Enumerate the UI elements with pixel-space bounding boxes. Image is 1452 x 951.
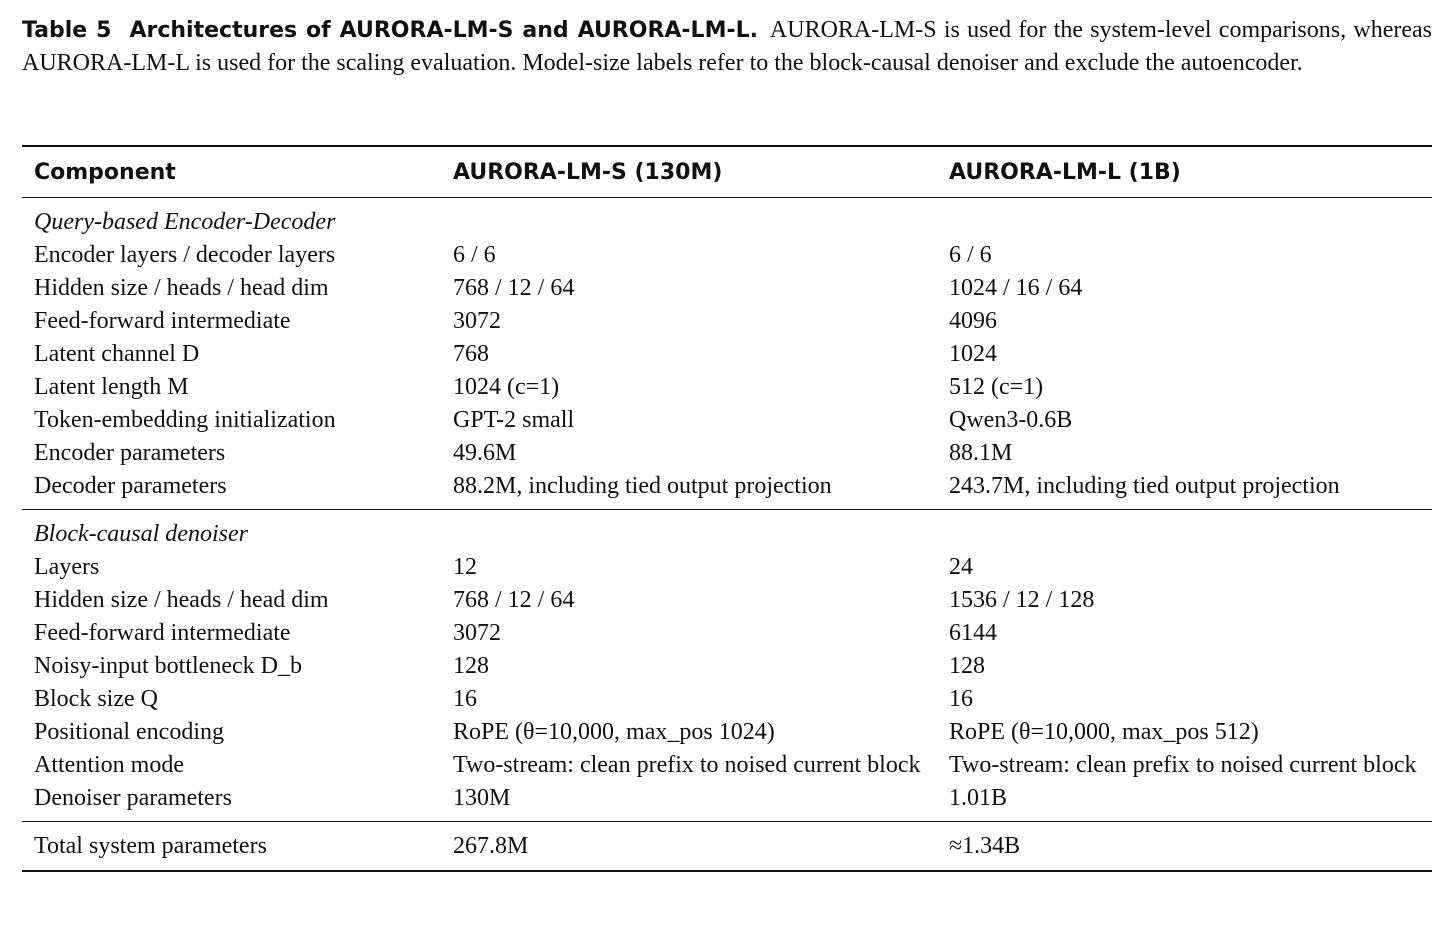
section-title-row [22,510,1432,552]
row-value-s: GPT-2 small [453,407,575,433]
row-value-s: RoPE (θ=10,000, max_pos 1024) [453,719,775,745]
section-title: Block-causal denoiser [34,521,248,547]
row-label: Encoder layers / decoder layers [34,242,336,268]
row-value-l: 24 [949,554,973,580]
total-label: Total system parameters [34,833,267,859]
row-label: Decoder parameters [34,473,227,499]
table-row [22,437,1432,470]
header-row [22,146,1432,198]
table-row [22,782,1432,822]
table-row [22,749,1432,782]
row-value-l: 1024 [949,341,997,367]
row-label: Latent channel D [34,341,200,367]
row-value-s: 768 / 12 / 64 [453,587,575,613]
row-value-l: 128 [949,653,985,679]
header-component: Component [22,146,441,198]
section-title: Query-based Encoder-Decoder [34,209,336,235]
row-label: Block size Q [34,686,158,712]
total-row [22,822,1432,872]
row-value-l: 6 / 6 [949,242,992,268]
table-row [22,404,1432,437]
row-value-l: 16 [949,686,973,712]
table-row [22,239,1432,272]
row-value-l: 512 (c=1) [949,374,1044,400]
row-label: Hidden size / heads / head dim [34,587,329,613]
table-row [22,716,1432,749]
row-value-s: 128 [453,653,489,679]
row-value-s: 1024 (c=1) [453,374,560,400]
table-row [22,551,1432,584]
section-block-causal-denoiser [22,510,1432,822]
table-row [22,470,1432,510]
row-label: Feed-forward intermediate [34,620,291,646]
row-value-s: 16 [453,686,477,712]
table-row [22,338,1432,371]
row-value-l: 243.7M, including tied output projection [949,473,1340,499]
table-caption [22,14,1432,80]
row-value-s: 130M [453,785,511,811]
row-value-l: 1.01B [949,785,1008,811]
row-value-s: 3072 [453,308,501,334]
row-value-l: 1536 / 12 / 128 [949,587,1095,613]
caption-title: Architectures of AURORA-LM-S and AURORA-LM-L. [129,18,758,43]
row-value-s: 49.6M [453,440,517,466]
table-row [22,371,1432,404]
row-value-l: 6144 [949,620,997,646]
row-label: Attention mode [34,752,184,778]
row-value-s: 768 / 12 / 64 [453,275,575,301]
row-label: Feed-forward intermediate [34,308,291,334]
caption-text: AURORA-LM-S is used for the system-level comparisons, whereas AURORA-LM-L is used for the scaling evaluation. Model-size labels refer to the block-causal denoiser and exclude the autoencoder. [22,17,1432,76]
row-value-s: Two-stream: clean prefix to noised current block [453,752,921,778]
row-label: Encoder parameters [34,440,226,466]
row-label: Noisy-input bottleneck D_b [34,653,302,679]
table-row [22,650,1432,683]
row-value-s: 768 [453,341,489,367]
row-value-l: Two-stream: clean prefix to noised current block [949,752,1417,778]
row-label: Hidden size / heads / head dim [34,275,329,301]
row-label: Token-embedding initialization [34,407,336,433]
caption-label: Table 5 [22,18,112,43]
table-row [22,305,1432,338]
row-value-s: 88.2M, including tied output projection [453,473,832,499]
header-model-s: AURORA-LM-S (130M) [441,146,937,198]
total-value-l: ≈1.34B [949,833,1021,859]
architecture-table [22,145,1432,872]
row-value-l: Qwen3-0.6B [949,407,1073,433]
header-model-l: AURORA-LM-L (1B) [937,146,1432,198]
section-encoder-decoder [22,198,1432,510]
row-label: Denoiser parameters [34,785,232,811]
section-total [22,822,1432,872]
row-label: Layers [34,554,100,580]
row-value-l: 88.1M [949,440,1013,466]
row-value-s: 6 / 6 [453,242,496,268]
table-row [22,683,1432,716]
row-value-l: 1024 / 16 / 64 [949,275,1083,301]
row-value-s: 12 [453,554,477,580]
row-label: Positional encoding [34,719,224,745]
row-value-l: 4096 [949,308,997,334]
table-row [22,617,1432,650]
row-label: Latent length M [34,374,189,400]
table-row [22,272,1432,305]
table-row [22,584,1432,617]
total-value-s: 267.8M [453,833,529,859]
row-value-s: 3072 [453,620,501,646]
section-title-row [22,198,1432,240]
row-value-l: RoPE (θ=10,000, max_pos 512) [949,719,1259,745]
